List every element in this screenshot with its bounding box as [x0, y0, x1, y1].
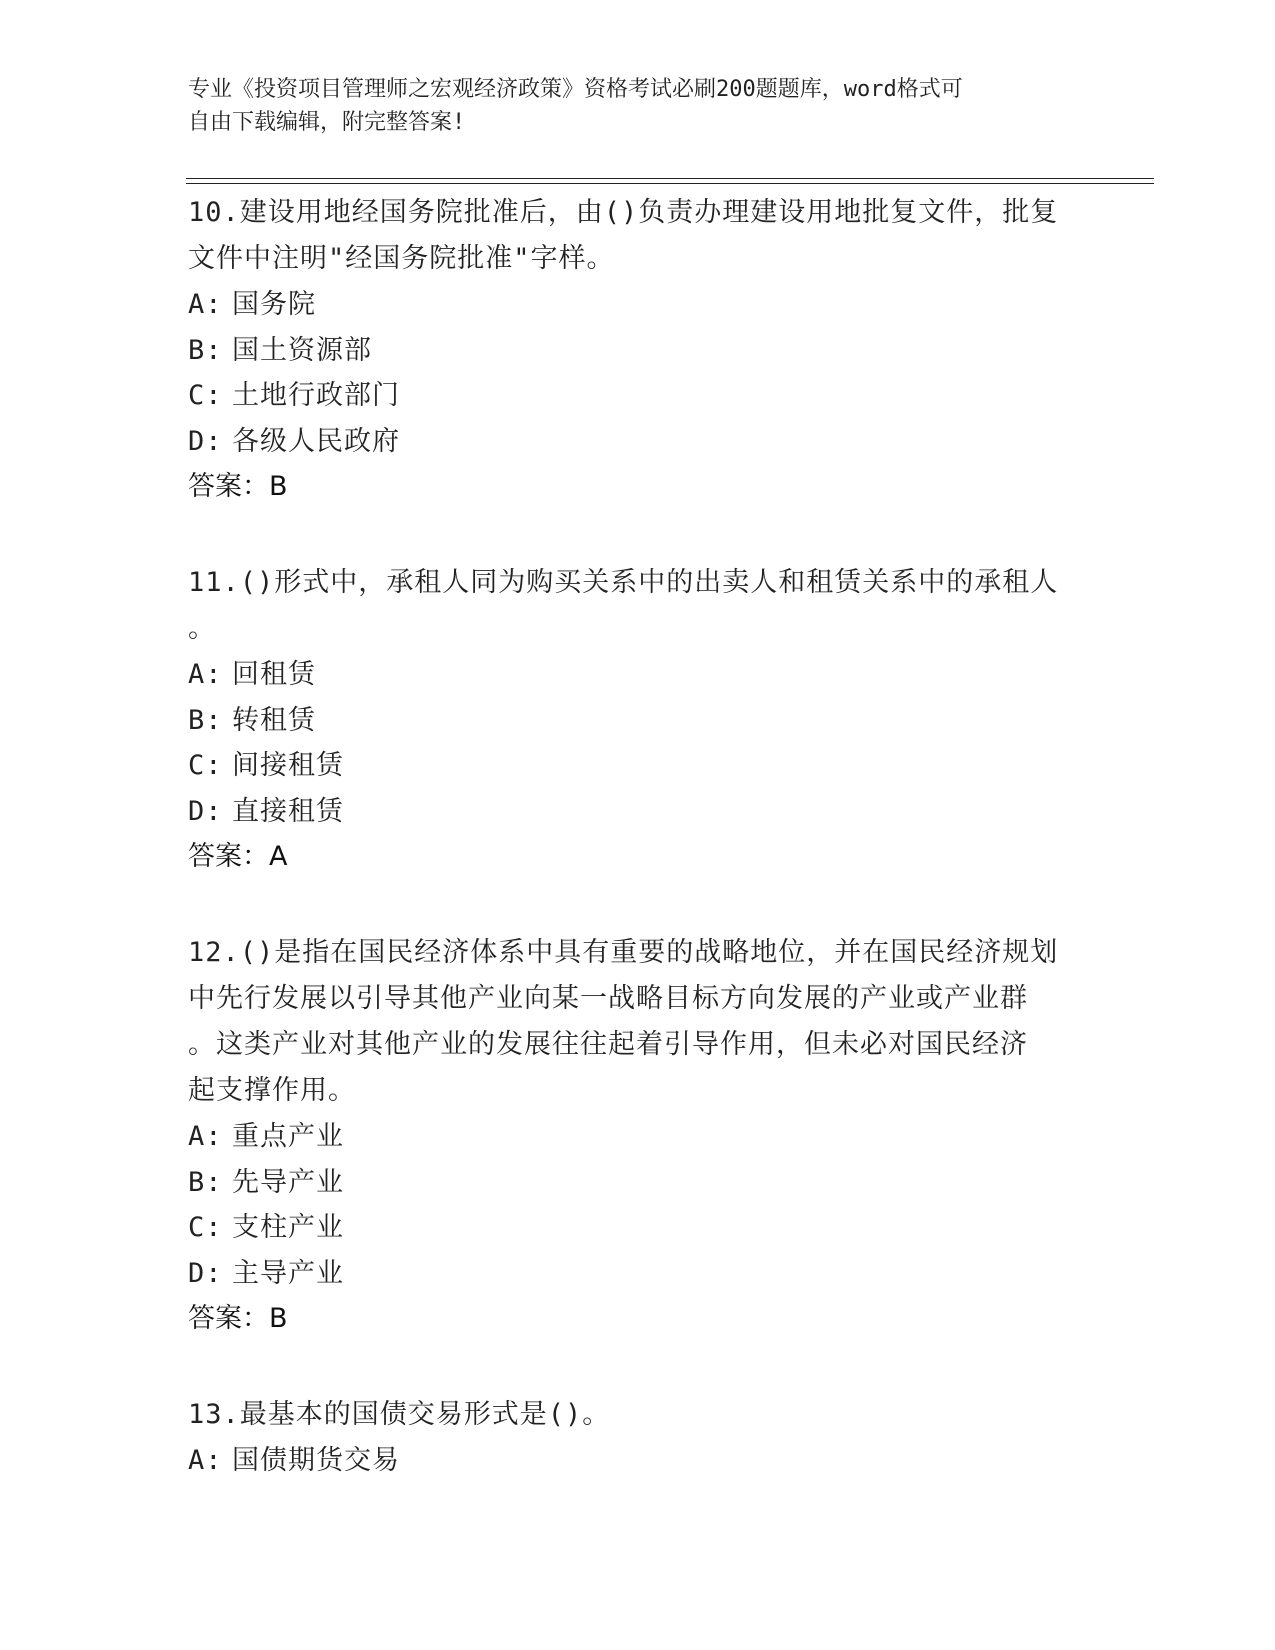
- header-line-1: 专业《投资项目管理师之宏观经济政策》资格考试必刷200题题库，word格式可: [188, 77, 963, 102]
- option-letter: D:: [188, 1257, 223, 1289]
- question-block: [188, 560, 1088, 880]
- question-text-line: 文件中注明"经国务院批准"字样。: [188, 243, 615, 274]
- option-text: 主导产业: [232, 1257, 344, 1289]
- answer-key: 答案：B: [188, 1303, 288, 1334]
- question-text-line: 12.()是指在国民经济体系中具有重要的战略地位，并在国民经济规划: [188, 937, 1059, 968]
- question-text-line: 起支撑作用。: [188, 1075, 356, 1106]
- answer-option: [188, 373, 1088, 419]
- option-letter: B:: [188, 334, 223, 366]
- option-letter: B:: [188, 1166, 223, 1198]
- option-text: 国务院: [232, 289, 316, 320]
- option-text: 回租赁: [232, 659, 316, 690]
- option-text: 土地行政部门: [232, 380, 400, 411]
- option-letter: D:: [188, 425, 223, 457]
- option-letter: A:: [188, 659, 223, 690]
- header-divider-top: [186, 178, 1154, 179]
- question-block: [188, 1392, 1088, 1484]
- answer-option: [188, 1160, 1088, 1206]
- header-divider-bottom: [186, 183, 1154, 184]
- option-text: 各级人民政府: [232, 425, 400, 457]
- answer-option: [188, 1251, 1088, 1297]
- answer-option: [188, 328, 1088, 374]
- option-letter: C:: [188, 1212, 223, 1243]
- option-text: 国土资源部: [232, 334, 372, 366]
- option-text: 先导产业: [232, 1166, 344, 1198]
- document-header: [188, 73, 1088, 139]
- question-text-line: 。: [188, 613, 216, 644]
- option-letter: A:: [188, 1445, 223, 1476]
- option-text: 重点产业: [232, 1121, 344, 1152]
- option-text: 间接租赁: [232, 750, 344, 781]
- answer-option: [188, 1205, 1088, 1251]
- question-text-line: 。这类产业对其他产业的发展往往起着引导作用，但未必对国民经济: [188, 1029, 1028, 1060]
- header-line-2: 自由下载编辑，附完整答案!: [188, 110, 466, 135]
- answer-option: [188, 419, 1088, 465]
- question-text-line: 10.建设用地经国务院批准后，由()负责办理建设用地批复文件，批复: [188, 197, 1059, 228]
- answer-option: [188, 1114, 1088, 1160]
- answer-option: [188, 652, 1088, 698]
- option-letter: C:: [188, 750, 223, 781]
- question-text-line: 13.最基本的国债交易形式是()。: [188, 1399, 611, 1430]
- option-letter: C:: [188, 380, 223, 411]
- question-list: [188, 190, 1088, 1534]
- answer-option: [188, 698, 1088, 744]
- answer-option: [188, 282, 1088, 328]
- answer-option: [188, 743, 1088, 789]
- option-text: 支柱产业: [232, 1212, 344, 1243]
- question-block: [188, 930, 1088, 1342]
- option-letter: A:: [188, 289, 223, 320]
- question-block: [188, 190, 1088, 510]
- option-text: 国债期货交易: [232, 1445, 400, 1476]
- option-text: 直接租赁: [232, 795, 344, 827]
- answer-option: [188, 1438, 1088, 1484]
- answer-key: 答案：B: [188, 471, 288, 502]
- option-letter: D:: [188, 795, 223, 827]
- question-text-line: 中先行发展以引导其他产业向某一战略目标方向发展的产业或产业群: [188, 983, 1028, 1014]
- option-letter: B:: [188, 704, 223, 736]
- option-letter: A:: [188, 1121, 223, 1152]
- answer-option: [188, 789, 1088, 835]
- question-text-line: 11.()形式中，承租人同为购买关系中的出卖人和租赁关系中的承租人: [188, 567, 1059, 598]
- answer-key: 答案：A: [188, 841, 288, 872]
- option-text: 转租赁: [232, 704, 316, 736]
